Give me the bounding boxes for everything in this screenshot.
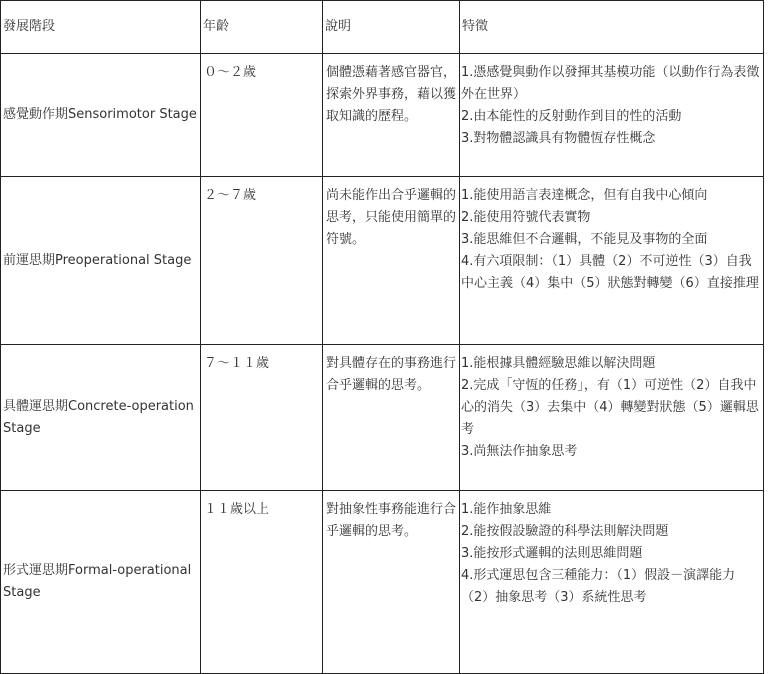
header-description: 說明 xyxy=(323,1,460,54)
stage-cell: 形式運思期Formal-operational Stage xyxy=(1,491,201,674)
description-cell: 對抽象性事務能進行合乎邏輯的思考。 xyxy=(323,491,460,674)
feature-item: 1.能作抽象思維 xyxy=(461,502,552,517)
table-row xyxy=(1,177,764,345)
features-cell xyxy=(460,345,764,491)
header-row xyxy=(1,1,764,54)
age-cell: ０～２歲 xyxy=(201,54,323,177)
feature-item: 3.對物體認識具有物體恆存性概念 xyxy=(461,131,656,146)
feature-item: 3.尚無法作抽象思考 xyxy=(461,444,578,459)
table-row xyxy=(1,491,764,674)
age-cell: １１歲以上 xyxy=(201,491,323,674)
age-cell: ２～７歲 xyxy=(201,177,323,345)
feature-item: 2.完成「守恆的任務」，有（1）可逆性（2）自我中心的消失（3）去集中（4）轉變對狀態（5）邏輯思考 xyxy=(461,378,759,437)
feature-item: 1.能使用語言表達概念，但有自我中心傾向 xyxy=(461,188,708,203)
description-cell: 個體憑藉著感官器官，探索外界事務，藉以獲取知識的歷程。 xyxy=(323,54,460,177)
stage-cell: 感覺動作期Sensorimotor Stage xyxy=(1,54,201,177)
feature-item: 1.憑感覺與動作以發揮其基模功能（以動作行為表徵外在世界） xyxy=(461,65,760,102)
feature-item: 2.能按假設驗證的科學法則解決問題 xyxy=(461,524,669,539)
feature-item: 2.由本能性的反射動作到目的性的活動 xyxy=(461,109,682,124)
header-stage: 發展階段 xyxy=(1,1,201,54)
header-age: 年齡 xyxy=(201,1,323,54)
features-cell xyxy=(460,54,764,177)
features-cell xyxy=(460,491,764,674)
features-cell xyxy=(460,177,764,345)
header-features: 特徵 xyxy=(460,1,764,54)
feature-item: 4.形式運思包含三種能力：（1）假設－演譯能力（2）抽象思考（3）系統性思考 xyxy=(461,568,736,605)
stage-cell: 前運思期Preoperational Stage xyxy=(1,177,201,345)
feature-item: 3.能按形式邏輯的法則思維問題 xyxy=(461,546,643,561)
stage-cell: 具體運思期Concrete-operation Stage xyxy=(1,345,201,491)
description-cell: 尚未能作出合乎邏輯的思考，只能使用簡單的符號。 xyxy=(323,177,460,345)
description-cell: 對具體存在的事務進行合乎邏輯的思考。 xyxy=(323,345,460,491)
age-cell: ７～１１歲 xyxy=(201,345,323,491)
feature-item: 3.能思維但不合邏輯，不能見及事物的全面 xyxy=(461,232,708,247)
feature-item: 2.能使用符號代表實物 xyxy=(461,210,591,225)
table-row xyxy=(1,345,764,491)
feature-item: 4.有六項限制：（1）具體（2）不可逆性（3）自我中心主義（4）集中（5）狀態對轉變（6）直接推理 xyxy=(461,254,759,291)
feature-item: 1.能根據具體經驗思維以解決問題 xyxy=(461,356,656,371)
table-row xyxy=(1,54,764,177)
